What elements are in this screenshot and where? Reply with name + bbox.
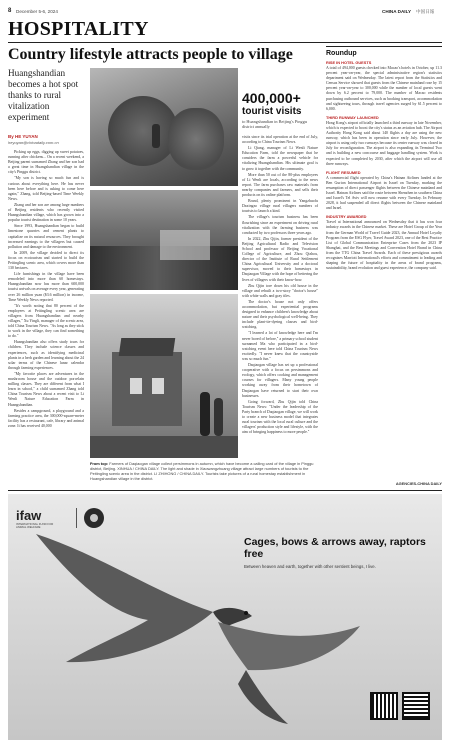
- roundup-item-head: RISE IN HOTEL GUESTS: [326, 60, 372, 65]
- roundup-item-head: FLIGHT RESUMED: [326, 169, 361, 175]
- roundup-sidebar: [326, 46, 442, 478]
- paragraph: Huangshandian also offers study tours for children. They include science classes and experiences, such as identifying medicinal plants in a herb garden and learning about the 24 solar terms of the Chinese lunar calendar through farming experiences.: [8, 340, 84, 370]
- paragraph: In 2009, the village decided to direct its focus on ecotourism and started to build the Peitingling scenic area, which covers more than 130 hectares.: [8, 250, 84, 271]
- paragraph: Brand, plenty prominent in Yangzhuofu Daxingzo village rural villagers numbers of tourists to launch a kind.: [242, 199, 318, 214]
- section-title: HOSPITALITY: [8, 18, 149, 40]
- paragraph: Li Qiang, manager of Li Wenli Nature Education Farm, told the newspaper that he considers the farm a powerful vehicle for vitalizing Huangshandian. His ultimate goal is to grow it together with the community.: [242, 146, 318, 171]
- paragraph: visits since its trial operation at the end of July, according to China Tourism News.: [242, 135, 318, 145]
- stat-number: 400,000+: [242, 90, 301, 106]
- roundup-item: [326, 214, 442, 271]
- paragraph: "My favorite places are adventures in the mushroom house and the outdoor porcelain milling classes. They are different from what I learn in school," a child surnamed Zhang told China Tourism News about a recent visit to Li Wenli Nature Education Farm in Huangshandian.: [8, 371, 84, 407]
- roundup-agency: AGENCIES-CHINA DAILY: [395, 481, 442, 486]
- paragraph: Since 1993, Huangshandian began to build limestone quarries and cement plants to capitalize on its natural resources. They brought increased earnings to the villagers but caused pollution and damage to the environment.: [8, 224, 84, 249]
- roundup-item-text: Hong Kong's airport officially launched a third runway in late November, which is expected to boost the city's status as an aviation hub. The Airport Authority Hong Kong said about 140 flights a day are using the new runway, which has been in operation since early July. However, the airport is using only two runways because its center runway was closed in July for reconfiguration. The airport is also expanding its Terminal Two and is building a new concourse and baggage handling system. Work is expected to be completed by 2030, after which the airport will use all three runways.: [326, 120, 442, 166]
- roundup-item: [326, 170, 442, 212]
- stat-description: to Huangshandian in Beijing's Pinggu district annually: [242, 119, 307, 130]
- roundup-title: Roundup: [326, 50, 357, 57]
- paragraph: More than 50 out of the 80-plus employees of Li Wenli are locals, according to the news report. The farm purchases raw materials from nearby companies and farmers, and sells their products on its online platform.: [242, 172, 318, 198]
- photo-caption: [90, 461, 318, 481]
- roundup-rule: [326, 46, 442, 47]
- ad-title: Cages, bows & arrows away, raptors free: [244, 536, 426, 560]
- article-column-2: [242, 135, 318, 460]
- photo-persimmon-harvest: [90, 68, 238, 186]
- paragraph: "My son is having so much fun and is curious about everything here. He has never been here before and is asking to come here again," Zhang, told Beijing-based Time Weekly News.: [8, 176, 84, 201]
- roundup-item: [326, 60, 442, 112]
- article-column-1: [8, 150, 84, 460]
- deck: Huangshandian becomes a hot spot thanks to rural vitalization experiment: [8, 68, 79, 122]
- roundup-item-text: A commercial flight operated by China's Hainan Airlines landed at the Ben Gurion International Airport in Israel on Tuesday, marking the resumption of direct passenger flights between the Chinese mainland and Israel. Hainan Airlines said the route between Shenzhen in southern China and Israel's Tel Aviv will now resume with every Tuesday. In February 2028, it had suspended all direct flights between the Chinese mainland and Israel.: [326, 175, 442, 211]
- paragraph: Besides a campground, a playground and a farming practice area, the 300,000-square-meter facility has a restaurant, cafe, library and animal zone. It has received 40,000: [8, 408, 84, 428]
- paragraph: Life furnishings in the village have been remodeled into more than 60 homestays. Huangshandian now has more than 600,000 tourist arrivals on average every year, generating over 26 million yuan ($3.6 million) in income, Time Weekly News reported.: [8, 272, 84, 302]
- paper-name-cn: 中国日報: [416, 9, 435, 14]
- roundup-item-head: INDUSTRY AWARDED: [326, 214, 367, 220]
- ifaw-tagline: INTERNATIONAL FUND FOR ANIMAL WELFARE: [16, 522, 54, 530]
- paragraph: In 2022, Zhu Qijin, former president of the Beijing Agricultural Radio and Television School and professor of Beijing Vocational College of Agriculture, and Zhou Qizhou, director of the Institute of Rural Settlement China Agricultural University and a doctoral supervisor, moved to their homestays in Daqiaogan Village with the hope of bettering the lives of villagers with their know-how.: [242, 236, 318, 282]
- paragraph: Zhang and her son are among large numbers of Beijing residents who recently visited Huangshandian village, which has grown into a popular tourist destination in some 10 years.: [8, 202, 84, 223]
- paragraph: The village's tourism business has been flourishing since an experiment on driving rural vitalization with the farming business was conducted by two professors three years ago.: [242, 215, 318, 235]
- byline: By HE YUYAN: [8, 134, 38, 139]
- photo-homestay-tourists: [90, 294, 238, 458]
- paragraph: Zhu Qijin tore down his old house in the village and rebuilt a two-story "doctor's house" with white walls and gray tiles.: [242, 283, 318, 298]
- paragraph: Going forward, Zhu Qijin told China Tourism News: "Under the leadership of the Party branch of Daqiaogan village, we will work to create a new business model that integrates rural tourism with the local rural culture and the villagers' production style and lifestyle, with the aim of bringing happiness to more people.": [242, 399, 318, 435]
- page-number: 8: [8, 8, 12, 14]
- roundup-item-text: Travel at International announced on Wednesday that it has won four industry awards in the Chinese market. These are Hotel Group of the Year from the German World of Travel Guide 2023, the Annual Hotel Loyalty Program from the ESG Flyer, Travel Award 2023, one of the Best Practice List of Global Communication Enterprise Cases from the 2023 IP Shanghai, and the Best Meetings and Convention Hotel Brand in China from the TTG China Travel Awards. Each of these prestigious awards recognizes Marriott International's efforts and commitment to leading and shaping the future of hospitality in the areas of brand programs, sustainability, brand evolution and guest experience, the company said.: [326, 220, 442, 271]
- roundup-item: [326, 115, 442, 167]
- paragraph: The doctor's house not only offers accommodation, but experiential programs designed to enhance children's knowledge about nature and their psychological well-being. They include plant-tie-dyeing classes and bird-watching.: [242, 299, 318, 330]
- ad-divider: [8, 490, 442, 491]
- ifaw-advertisement: [8, 494, 442, 740]
- qr-code: [404, 694, 428, 718]
- caption-text: Farmers of Daqiaogan village collect persimmons in autumn, which have become a calling card of the village in Pinggu district, Beijing. XINHUA / CHINA DAILY. The light and shade in Xiaowangzhuang village attract large numbers of tourists to the Peitingling scenic area in the district. LI ZHIHONG / CHINA DAILY. Tourists take pictures of a rural homestay establishment in Huangshandian village in the district.: [90, 461, 314, 481]
- issue-date: December 5-6, 2024: [16, 9, 58, 14]
- ifaw-wordmark: ifaw: [16, 508, 42, 523]
- roundup-item-head: THIRD RUNWAY LAUNCHED: [326, 114, 379, 120]
- paragraph: "I learned a lot of knowledge here and I'm never bored of before," a primary school student surnamed Ma who participated in a bird-watching event here told China Tourism News excitedly. "I never knew that the countryside was so much fun.": [242, 331, 318, 361]
- caption-lead: From top:: [90, 461, 109, 466]
- byline-email: heyuyan@chinadaily.com.cn: [8, 140, 59, 145]
- paragraph: Daqiaogan village has set up a professional cooperative with a focus on persimmons and ecology, which offers cooking and management courses for villagers. Many young people working away from their hometown of Daqiaogan have returned to start their own businesses.: [242, 363, 318, 398]
- paragraph: "It's worth noting that 80 percent of the employees at Peitingling scenic area are villagers from Huangshandian and nearby villages," Xu Yingli, manager of the scenic area, told China Tourism News. "As long as they stick to work in the village, they can find something to do.": [8, 303, 84, 339]
- headline: Country lifestyle attracts people to village: [8, 46, 293, 63]
- page-header: [8, 6, 442, 18]
- photo-village-light-shade: [90, 190, 238, 290]
- qr-code: [372, 694, 396, 718]
- roundup-item-text: A total of 494,000 guests checked into Macao's hotels in October, up 11.3 percent year-on-year, the special administrative region's statistics department said on Wednesday. The latest report from the Statistics and Census Service showed that guests from the Chinese mainland rose by 15 percent year-on-year to 300,000 while the number of local guests went down by 6.2 percent to 79,000. The number of Macao residents purchasing outbound services, such as booking transport, accommodation and sightseeing tours, through travel agencies surged by 61.5 percent to 6,000.: [326, 66, 442, 111]
- ad-subtitle: Between heaven and earth, together with other sentient beings, I live.: [244, 564, 376, 569]
- paragraph: Picking up eggs, digging up sweet potatoes, running after chickens... On a recent weekend, a Beijing parent surnamed Zhang and her son had a great time in Huangshandian village in the city's Pinggu district.: [8, 150, 84, 175]
- paper-name: CHINA DAILY: [382, 9, 412, 14]
- section-rule: [8, 42, 442, 43]
- stat-label: tourist visits: [242, 106, 302, 117]
